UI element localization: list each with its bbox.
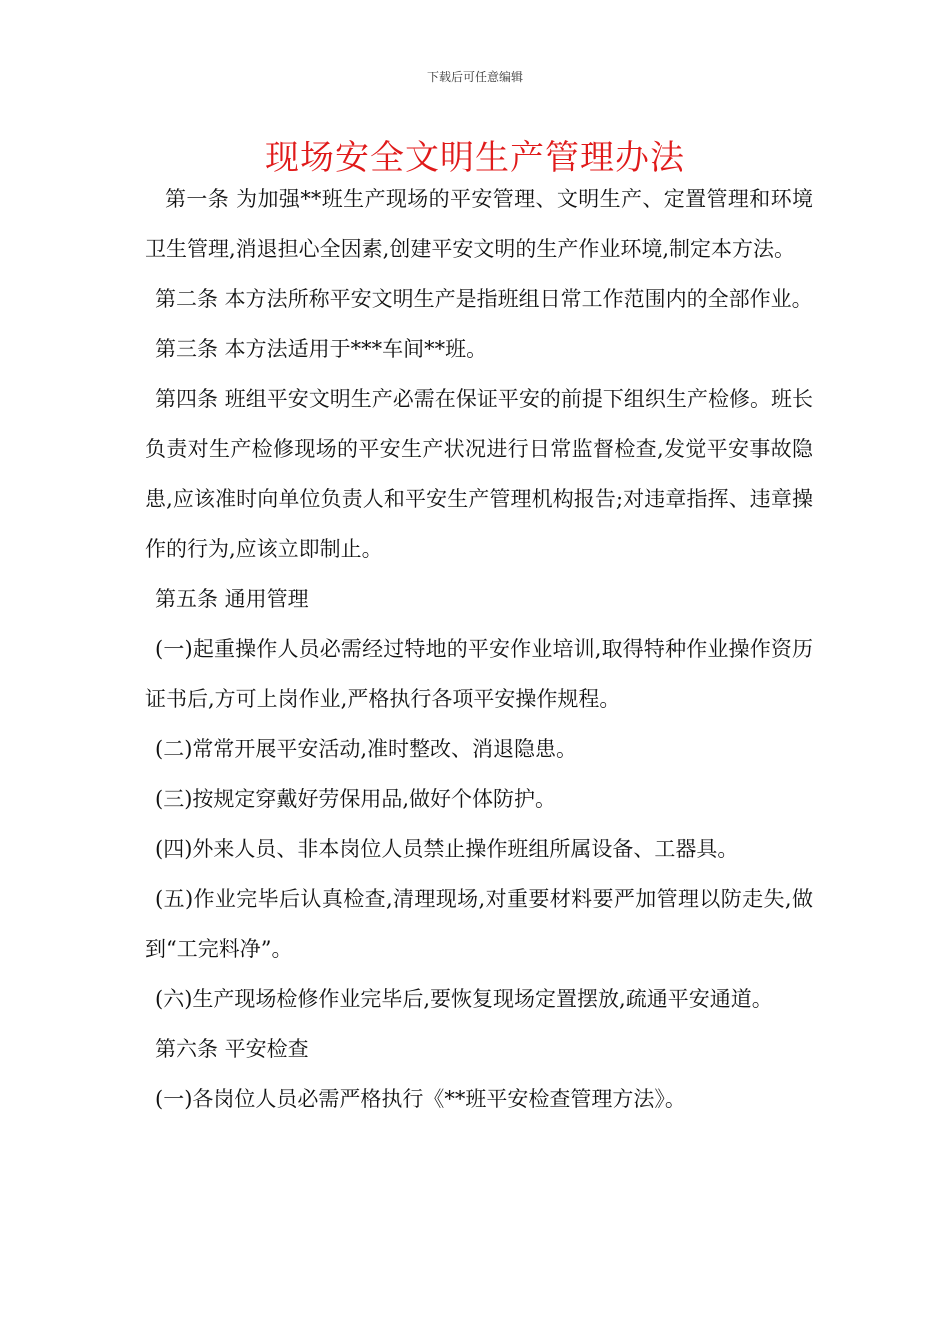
article-6-item-1: (一)各岗位人员必需严格执行《**班平安检查管理方法》。: [155, 1087, 686, 1111]
header-note: 下载后可任意编辑: [426, 70, 523, 84]
document-body: [145, 174, 813, 1124]
article-5-item-5: (五)作业完毕后认真检查,清理现场,对重要材料要严加管理以防走失,做到“工完料净”。: [145, 887, 813, 961]
article-5-item-1: (一)起重操作人员必需经过特地的平安作业培训,取得特种作业操作资历证书后,方可上岗作业,严格执行各项平安操作规程。: [145, 637, 813, 711]
article-5-item-2: (二)常常开展平安活动,准时整改、消退隐患。: [155, 737, 578, 761]
article-3: 第三条 本方法适用于***车间**班。: [155, 337, 488, 361]
article-5-item-4: (四)外来人员、非本岗位人员禁止操作班组所属设备、工器具。: [155, 837, 739, 861]
article-5-item-6: (六)生产现场检修作业完毕后,要恢复现场定置摆放,疏通平安通道。: [155, 987, 773, 1011]
article-5-item-3: (三)按规定穿戴好劳保用品,做好个体防护。: [155, 787, 557, 811]
article-4: 第四条 班组平安文明生产必需在保证平安的前提下组织生产检修。班长负责对生产检修现场的平安生产状况进行日常监督检查,发觉平安事故隐患,应该准时向单位负责人和平安生产管理机构报告;对违章指挥、违章操作的行为,应该立即制止。: [145, 387, 813, 561]
article-2: 第二条 本方法所称平安文明生产是指班组日常工作范围内的全部作业。: [155, 287, 813, 311]
article-5-heading: 第五条 通用管理: [155, 587, 309, 611]
article-6-heading: 第六条 平安检查: [155, 1037, 309, 1061]
document-title: 现场安全文明生产管理办法: [265, 138, 685, 178]
article-1: 第一条 为加强**班生产现场的平安管理、文明生产、定置管理和环境卫生管理,消退担心全因素,创建平安文明的生产作业环境,制定本方法。: [145, 187, 813, 261]
